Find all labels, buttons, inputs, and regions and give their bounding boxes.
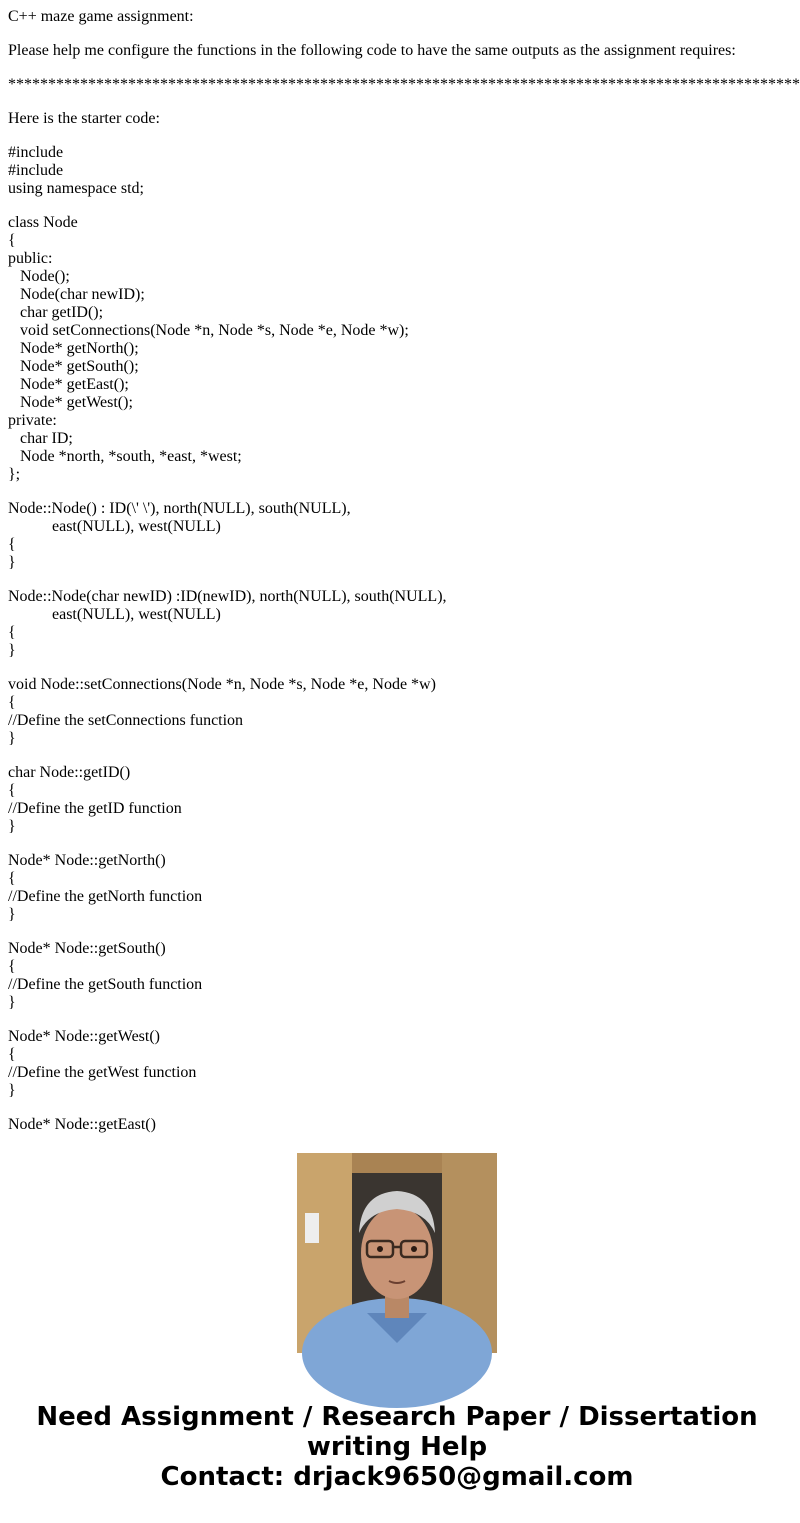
code-line: char ID; xyxy=(8,430,73,447)
code-line: class Node xyxy=(8,214,78,231)
starter-code xyxy=(8,144,788,1134)
document-title: C++ maze game assignment: xyxy=(8,8,194,25)
code-line: Node* getWest(); xyxy=(8,394,133,411)
code-line: Node* getNorth(); xyxy=(8,340,139,357)
code-line: //Define the getNorth function xyxy=(8,888,203,905)
code-block xyxy=(8,1028,788,1100)
code-line: Node::Node() : ID(\' \'), north(NULL), south(NULL), xyxy=(8,500,351,517)
code-line: //Define the getSouth function xyxy=(8,976,203,993)
code-line: { xyxy=(8,694,16,711)
code-line: Node* Node::getSouth() xyxy=(8,940,166,957)
code-line: private: xyxy=(8,412,57,429)
code-line: east(NULL), west(NULL) xyxy=(8,518,221,535)
code-line: Node *north, *south, *east, *west; xyxy=(8,448,242,465)
code-line: Node(char newID); xyxy=(8,286,145,303)
code-block xyxy=(8,852,788,924)
code-block xyxy=(8,764,788,836)
code-block xyxy=(8,1116,788,1134)
code-line: #include xyxy=(8,162,64,179)
code-line: { xyxy=(8,958,16,975)
starter-intro: Here is the starter code: xyxy=(8,110,160,127)
code-line: Node(); xyxy=(8,268,70,285)
code-line: Node* getEast(); xyxy=(8,376,129,393)
code-line: //Define the getID function xyxy=(8,800,182,817)
code-block xyxy=(8,940,788,1012)
code-line: Node* Node::getWest() xyxy=(8,1028,160,1045)
code-line: } xyxy=(8,730,16,747)
contact-banner xyxy=(0,1402,794,1492)
code-line: public: xyxy=(8,250,53,267)
separator-line: *************************************************************************************************** xyxy=(8,76,800,93)
code-line: Node::Node(char newID) :ID(newID), north(NULL), south(NULL), xyxy=(8,588,447,605)
code-block xyxy=(8,144,788,198)
code-line: { xyxy=(8,536,16,553)
code-block xyxy=(8,588,788,660)
code-line: //Define the getWest function xyxy=(8,1064,197,1081)
code-line: east(NULL), west(NULL) xyxy=(8,606,221,623)
banner-line-1: Need Assignment / Research Paper / Dissertation xyxy=(36,1402,758,1432)
code-line: char getID(); xyxy=(8,304,104,321)
code-block xyxy=(8,676,788,748)
code-line: Node* Node::getEast() xyxy=(8,1116,156,1133)
banner-line-2: writing Help xyxy=(306,1432,488,1462)
banner-line-3: Contact: drjack9650@gmail.com xyxy=(160,1462,634,1492)
code-line: { xyxy=(8,1046,16,1063)
author-photo xyxy=(297,1153,497,1353)
code-line: { xyxy=(8,782,16,799)
request-text: Please help me configure the functions in the following code to have the same outputs as the assignment requires: xyxy=(8,42,736,59)
code-line: Node* getSouth(); xyxy=(8,358,139,375)
code-line: void setConnections(Node *n, Node *s, Node *e, Node *w); xyxy=(8,322,409,339)
code-line: } xyxy=(8,554,16,571)
document-body xyxy=(8,0,800,1133)
code-line: }; xyxy=(8,466,21,483)
code-line: { xyxy=(8,870,16,887)
code-line: char Node::getID() xyxy=(8,764,131,781)
code-block xyxy=(8,214,788,484)
code-line: //Define the setConnections function xyxy=(8,712,244,729)
code-line: using namespace std; xyxy=(8,180,144,197)
code-line: #include xyxy=(8,144,64,161)
code-line: Node* Node::getNorth() xyxy=(8,852,166,869)
code-line: } xyxy=(8,1082,16,1099)
code-line: } xyxy=(8,818,16,835)
code-line: } xyxy=(8,994,16,1011)
code-line: } xyxy=(8,906,16,923)
code-line: { xyxy=(8,624,16,641)
code-line: void Node::setConnections(Node *n, Node *s, Node *e, Node *w) xyxy=(8,676,436,693)
code-line: { xyxy=(8,232,16,249)
code-line: } xyxy=(8,642,16,659)
code-block xyxy=(8,500,788,572)
